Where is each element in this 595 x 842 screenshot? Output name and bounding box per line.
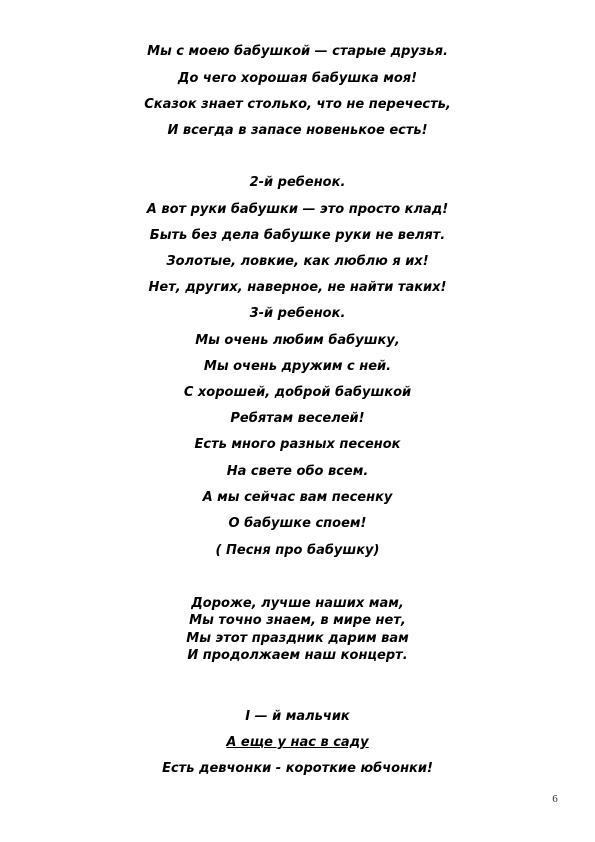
- underlined-text: А еще у нас в саду: [226, 735, 369, 750]
- poem-line: Нет, других, наверное, не найти таких!: [148, 280, 447, 295]
- poem-line: Есть много разных песенок: [194, 437, 401, 452]
- poem-line: Есть девчонки - короткие юбчонки!: [162, 761, 433, 776]
- poem-line: Золотые, ловкие, как люблю я их!: [166, 254, 429, 269]
- speaker-label: 3-й ребенок.: [249, 306, 346, 321]
- poem-line: Дороже, лучше наших мам,: [191, 596, 404, 611]
- poem-line: Мы очень любим бабушку,: [195, 333, 400, 348]
- poem-line: Мы с моею бабушкой — старые друзья.: [147, 44, 448, 59]
- poem-line: А вот руки бабушки — это просто клад!: [146, 202, 449, 217]
- poem-line: На свете обо всем.: [226, 464, 369, 479]
- poem-line: И продолжаем наш концерт.: [187, 648, 408, 663]
- poem-line: Мы точно знаем, в мире нет,: [189, 613, 406, 628]
- poem-line: Мы этот праздник дарим вам: [186, 631, 409, 646]
- poem-line: А мы сейчас вам песенку: [202, 490, 393, 505]
- poem-line: Сказок знает столько, что не перечесть,: [144, 97, 451, 112]
- poem-line: И всегда в запасе новенькое есть!: [167, 123, 428, 138]
- song-note: ( Песня про бабушку): [215, 543, 380, 558]
- poem-line: О бабушке споем!: [228, 516, 367, 531]
- page-number: 6: [552, 793, 558, 805]
- poem-line: До чего хорошая бабушка моя!: [177, 71, 418, 86]
- poem-line: Ребятам веселей!: [230, 411, 365, 426]
- poem-line: Быть без дела бабушке руки не велят.: [149, 228, 446, 243]
- speaker-label: 2-й ребенок.: [249, 175, 346, 190]
- poem-line: Мы очень дружим с ней.: [203, 359, 392, 374]
- poem-line: С хорошей, доброй бабушкой: [183, 385, 412, 400]
- speaker-label: I — й мальчик: [245, 709, 350, 724]
- poem-line-underlined: [0, 735, 595, 751]
